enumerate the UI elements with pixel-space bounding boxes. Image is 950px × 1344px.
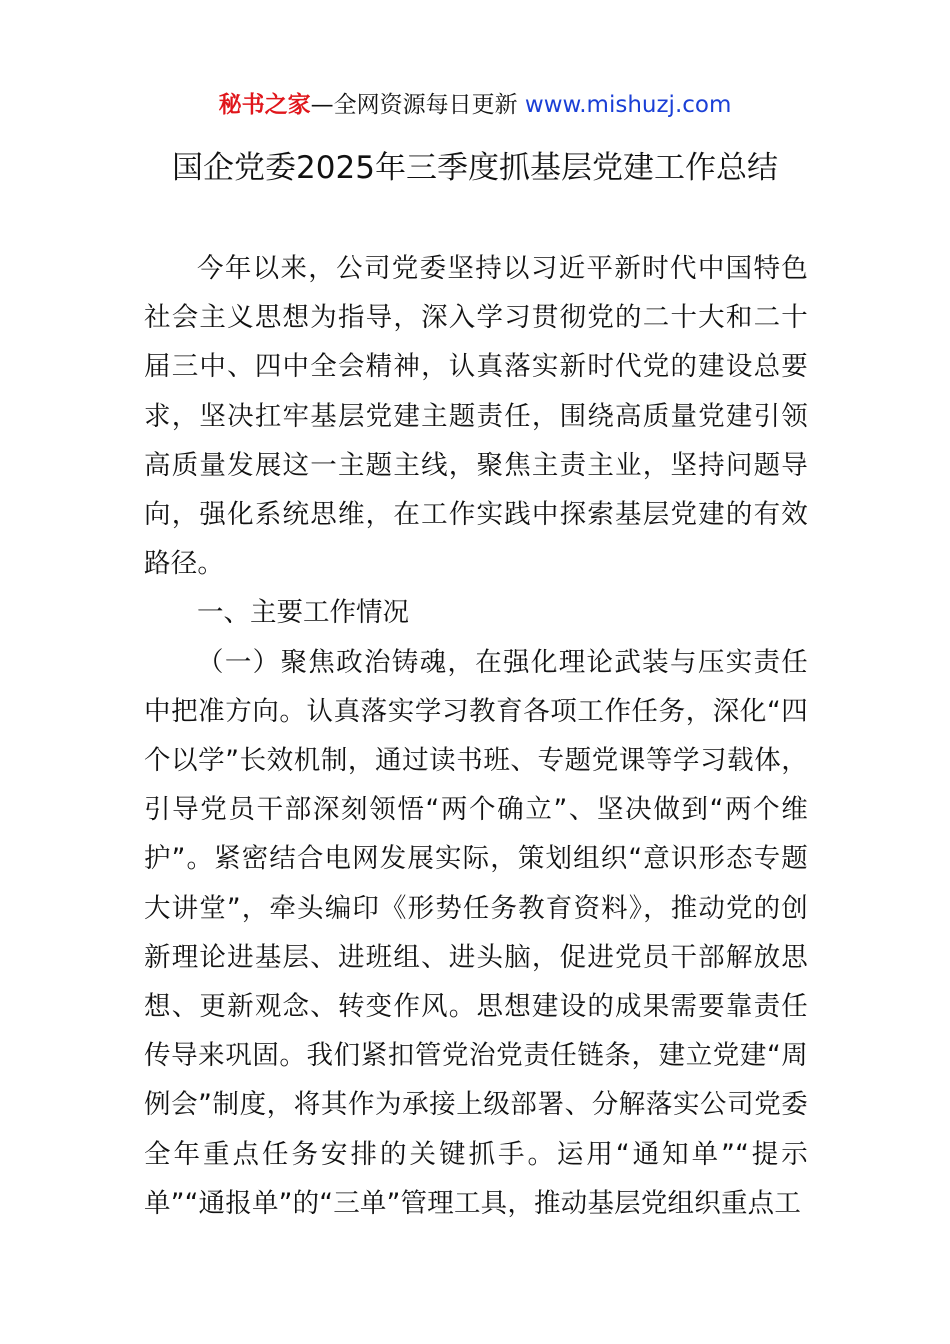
site-url-link[interactable]: www.mishuzj.com (524, 92, 732, 118)
intro-paragraph: 今年以来，公司党委坚持以习近平新时代中国特色社会主义思想为指导，深入学习贯彻党的二十大和二十届三中、四中全会精神，认真落实新时代党的建设总要求，坚决扛牢基层党建主题责任，围绕高质量党建引领高质量发展这一主题主线，聚焦主责主业，坚持问题导向，强化系统思维，在工作实践中探索基层党建的有效路径。 (144, 253, 808, 580)
site-header (0, 86, 950, 124)
section-paragraph: （一）聚焦政治铸魂，在强化理论武装与压实责任中把准方向。认真落实学习教育各项工作任务，深化“四个以学”长效机制，通过读书班、专题党课等学习载体，引导党员干部深刻领悟“两个确立”、坚决做到“两个维护”。紧密结合电网发展实际，策划组织“意识形态专题大讲堂”，牵头编印《形势任务教育资料》，推动党的创新理论进基层、进班组、进头脑，促进党员干部解放思想、更新观念、转变作风。思想建设的成果需要靠责任传导来巩固。我们紧扣管党治党责任链条，建立党建“周例会”制度，将其作为承接上级部署、分解落实公司党委全年重点任务安排的关键抓手。运用“通知单”“提示单”“通报单”的“三单”管理工具，推动基层党组织重点工 (144, 646, 808, 1219)
header-slogan: —全网资源每日更新 (310, 92, 525, 118)
document-body (144, 244, 808, 1228)
brand-name: 秘书之家 (218, 92, 311, 118)
document-title: 国企党委2025年三季度抓基层党建工作总结 (172, 150, 778, 186)
section-heading: 一、主要工作情况 (197, 597, 409, 629)
